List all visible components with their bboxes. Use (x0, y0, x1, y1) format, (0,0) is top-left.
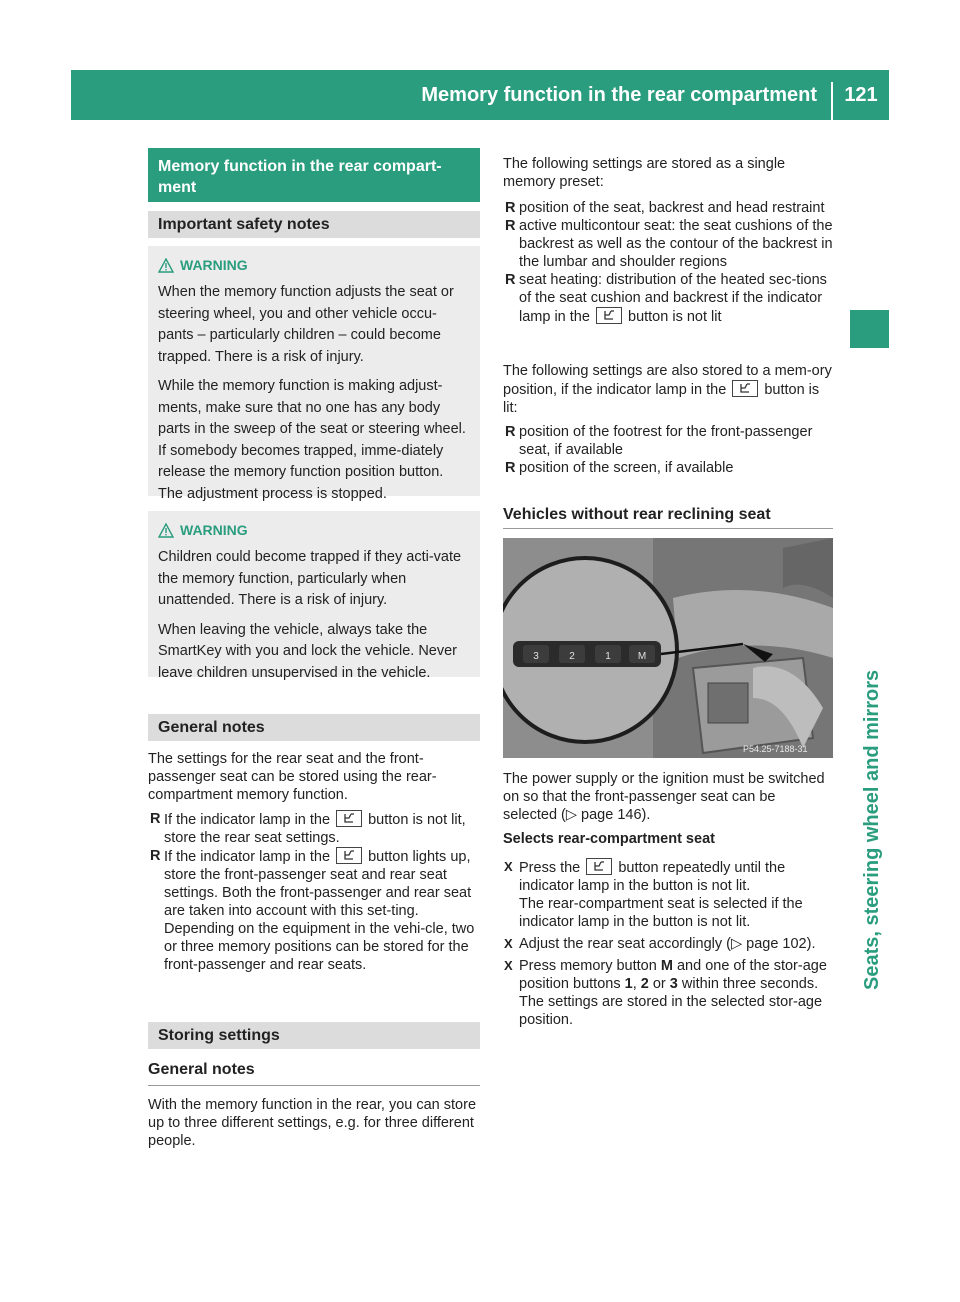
chapter-side-label-text: Seats, steering wheel and mirrors (861, 669, 883, 990)
page-header (71, 70, 889, 120)
safety-heading: Important safety notes (158, 216, 330, 233)
storing-general-notes-heading: General notes (148, 1061, 255, 1078)
memory-button-1-label: 1 (605, 651, 611, 662)
memory-button-3-label: 3 (533, 651, 539, 662)
warning-label: WARNING (180, 522, 248, 538)
memory-button-m-label: M (637, 651, 647, 662)
warning-text: Children could become trapped if they acti-vate the memory function, particularly when unattended. There is a risk of injury. (158, 549, 462, 608)
warning-box-2 (148, 511, 480, 681)
header-title: Memory function in the rear compartment (421, 84, 817, 106)
heading-rule (148, 1085, 480, 1086)
also-stored-list (503, 423, 837, 477)
general-notes-list (148, 810, 482, 974)
warning-text: When leaving the vehicle, always take the SmartKey with you and lock the vehicle. Never leave children unsupervised in the vehicle. (158, 621, 457, 681)
memory-button-2-label: 2 (569, 651, 575, 662)
step-item: X Adjust the rear seat accordingly (▷ page 102). (504, 936, 816, 952)
storing-settings-bar (148, 1022, 480, 1049)
step-marker: X (504, 958, 513, 973)
warning-text: While the memory function is making adjust-ments, make sure that no one has any body parts in the sweep of the seat or steering wheel. If somebody becomes trapped, imme-diately release the memory function position button. The adjustment process is stopped. (158, 378, 466, 502)
bullet-marker: R (150, 848, 161, 864)
storing-settings-heading: Storing settings (158, 1027, 280, 1044)
list-item: R position of the screen, if available (505, 460, 734, 476)
selects-heading: Selects rear-compartment seat (503, 831, 715, 847)
step-marker: X (504, 936, 513, 951)
list-item: R position of the footrest for the front-passenger seat, if available (505, 424, 813, 458)
list-item: R position of the seat, backrest and head restraint (505, 200, 825, 216)
preset-list (503, 199, 837, 326)
heading-rule (503, 528, 833, 529)
section-title: Memory function in the rear compart-ment (158, 158, 442, 196)
warning-box-1 (148, 246, 480, 502)
passenger-seat-button-icon (732, 380, 758, 397)
warning-triangle-icon (158, 523, 174, 538)
list-item: R If the indicator lamp in the button lights up, store the front-passenger seat and rear seat settings. Both the front-passenger and rear seat are taken into account with this set-ting. Depending on the equipment in the vehi-cle, two or three memory positions can be stored for the front-passenger and rear seats. (150, 848, 475, 973)
storing-text: With the memory function in the rear, you can store up to three different settings, e.g. for three different people. (148, 1097, 477, 1149)
bullet-marker: R (505, 424, 516, 440)
passenger-seat-button-icon (586, 858, 612, 875)
step-item: X Press the button repeatedly until the indicator lamp in the button is not lit. The rear-compartment seat is selected if the indicator lamp in the button is not lit. (504, 859, 803, 930)
chapter-side-label (842, 370, 902, 990)
passenger-seat-button-icon (336, 810, 362, 827)
memory-buttons-illustration (503, 538, 833, 758)
bullet-marker: R (505, 218, 516, 234)
passenger-seat-button-icon (336, 847, 362, 864)
chapter-tab-marker (850, 310, 889, 348)
list-item: R If the indicator lamp in the button is not lit, store the rear seat settings. (150, 811, 466, 846)
vehicles-heading: Vehicles without rear reclining seat (503, 506, 771, 523)
passenger-seat-button-icon (596, 307, 622, 324)
general-notes-intro: The settings for the rear seat and the front-passenger seat can be stored using the rear-compartment memory function. (148, 751, 437, 803)
warning-triangle-icon (158, 258, 174, 273)
page-number: 121 (844, 84, 878, 106)
list-item: R seat heating: distribution of the heated sec-tions of the seat cushion and backrest if the indicator lamp in the button is not lit (505, 272, 827, 325)
power-supply-text: The power supply or the ignition must be switched on so that the front-passenger seat can be selected (▷ page 146). (503, 771, 825, 823)
list-item: R active multicontour seat: the seat cushions of the backrest as well as the contour of the backrest in the lumbar and shoulder regions (505, 218, 833, 270)
general-notes-heading: General notes (158, 719, 265, 736)
bullet-marker: R (505, 272, 516, 288)
general-notes-bar (148, 714, 480, 741)
warning-header (158, 521, 470, 539)
warning-text: When the memory function adjusts the seat or steering wheel, you and other vehicle occu-pants – particularly children – could become trapped. There is a risk of injury. (158, 284, 454, 365)
bullet-marker: R (150, 811, 161, 827)
memory-buttons-photo (503, 538, 833, 758)
bullet-marker: R (505, 200, 516, 216)
photo-reference-code: P54.25-7188-31 (743, 744, 808, 754)
step-marker: X (504, 859, 513, 874)
warning-header (158, 256, 470, 274)
safety-heading-bar (148, 211, 480, 238)
step-item: X Press memory button M and one of the stor-age position buttons 1, 2 or 3 within three seconds. The settings are stored in the selected stor-age position. (504, 958, 827, 1028)
also-stored-intro: The following settings are also stored to a mem-ory position, if the indicator lamp in the button is lit: (503, 363, 832, 416)
instruction-steps (503, 858, 835, 1033)
warning-label: WARNING (180, 257, 248, 273)
bullet-marker: R (505, 460, 516, 476)
section-title-bar (148, 148, 480, 202)
preset-intro: The following settings are stored as a single memory preset: (503, 156, 786, 190)
